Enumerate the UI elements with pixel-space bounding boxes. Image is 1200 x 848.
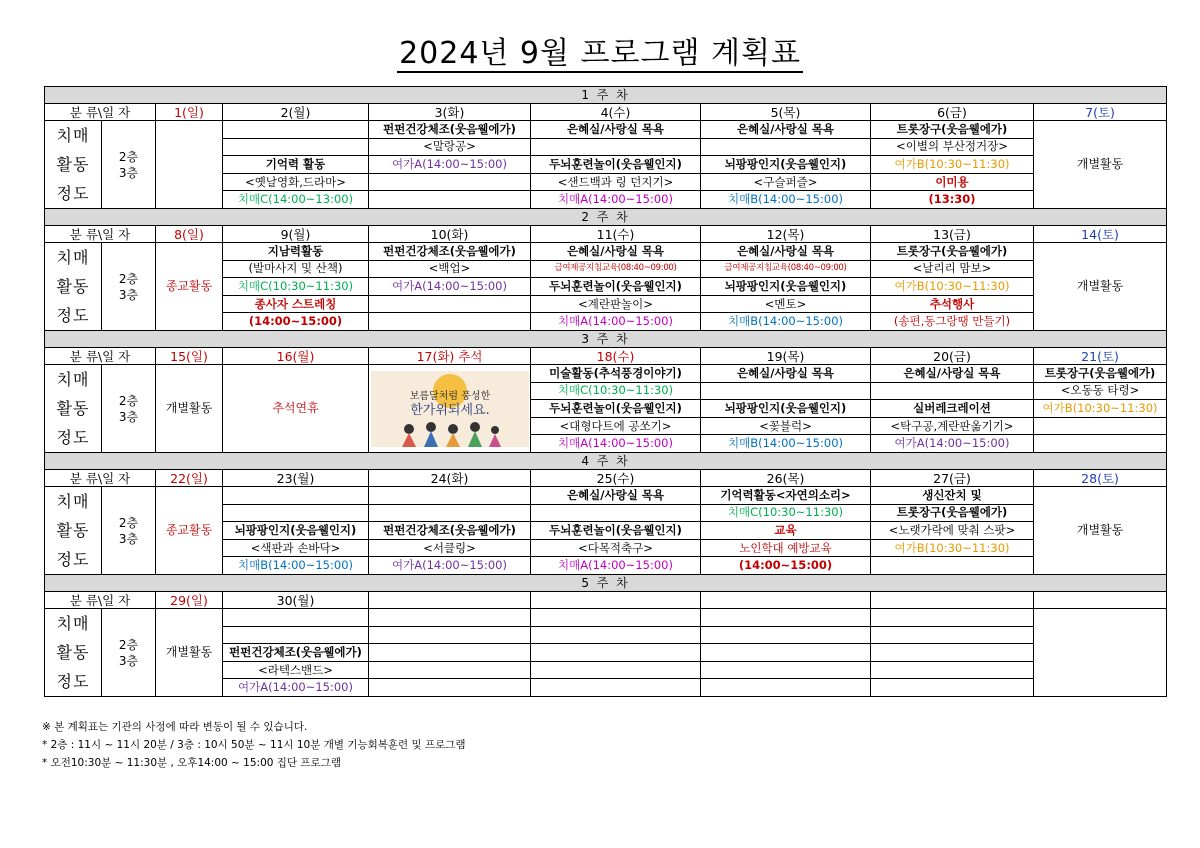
greeting-line-1: 보름달처럼 풍성한 [409,390,491,402]
schedule-cell: 치매B(14:00~15:00) [701,313,871,331]
day-fri: 20(금) [871,348,1034,365]
date-header-row [45,348,1167,365]
schedule-cell: 여가A(14:00~15:00) [369,156,531,174]
category-label: 치매 활동 정도 [45,365,102,453]
category-header: 분 류\일 자 [45,226,156,243]
day-thu: 26(목) [701,470,871,487]
week-title: 1 주 차 [45,87,1167,104]
schedule-cell: <이별의 부산정거장> [871,138,1034,156]
schedule-cell: (발마사지 및 산책) [223,260,369,278]
schedule-cell: <서클링> [369,539,531,557]
day-empty [1034,592,1167,609]
schedule-cell [701,609,871,627]
schedule-cell: 치매A(14:00~15:00) [531,313,701,331]
day-thu: 5(목) [701,104,871,121]
schedule-cell: <계란판놀이> [531,295,701,313]
day-sun: 29(일) [156,592,223,609]
schedule-cell: 트롯장구(웃음웰에가) [1034,365,1167,383]
category-header: 분 류\일 자 [45,470,156,487]
sunday-activity: 개별활동 [156,365,223,453]
schedule-cell: 실버레크레이션 [871,400,1034,418]
schedule-cell: 트롯장구(웃음웰에가) [871,504,1034,522]
schedule-cell: 뇌팡팡인지(웃음웰인지) [701,400,871,418]
footnotes [42,718,466,772]
week-header-row [45,453,1167,470]
footnote: ※ 본 계획표는 기관의 사정에 따라 변동이 될 수 있습니다. [42,721,308,733]
schedule-cell: <다목적축구> [531,539,701,557]
schedule-cell: 뇌팡팡인지(웃음웰인지) [223,522,369,540]
schedule-cell: 뇌팡팡인지(웃음웰인지) [701,156,871,174]
schedule-cell: 치매A(14:00~15:00) [531,191,701,209]
category-header: 분 류\일 자 [45,348,156,365]
schedule-cell: 펀펀건강체조(웃음웰에가) [369,243,531,261]
sunday-activity: 개별활동 [156,609,223,697]
saturday-cell [1034,609,1167,697]
schedule-cell [223,138,369,156]
schedule-cell: 펀펀건강체조(웃음웰에가) [369,522,531,540]
schedule-cell: <옛날영화,드라마> [223,173,369,191]
schedule-cell: 여가A(14:00~15:00) [871,435,1034,453]
schedule-cell [1034,417,1167,435]
schedule-cell: <라텍스밴드> [223,661,369,679]
schedule-cell [701,679,871,697]
schedule-cell: 생신잔치 및 [871,487,1034,505]
schedule-cell: 기억력활동<자연의소리> [701,487,871,505]
schedule-cell [531,626,701,644]
schedule-cell [871,644,1034,662]
schedule-cell: 노인학대 예방교육 [701,539,871,557]
schedule-cell: <멘토> [701,295,871,313]
schedule-cell: 은혜실/사랑실 목욕 [531,243,701,261]
schedule-cell: 뇌팡팡인지(웃음웰인지) [701,278,871,296]
schedule-cell: <날리리 맘보> [871,260,1034,278]
schedule-cell [223,504,369,522]
schedule-cell: 펀펀건강체조(웃음웰에가) [369,121,531,139]
schedule-cell: 두뇌훈련놀이(웃음웰인지) [531,400,701,418]
schedule-cell [1034,435,1167,453]
schedule-cell: 여가A(14:00~15:00) [369,557,531,575]
schedule-cell [369,487,531,505]
day-tue: 10(화) [369,226,531,243]
schedule-cell [369,609,531,627]
date-header-row [45,592,1167,609]
day-thu: 12(목) [701,226,871,243]
schedule-cell: <탁구공,계란판옮기기> [871,417,1034,435]
schedule-cell: 급여제공지침교육(08:40~09:00) [531,260,701,278]
schedule-cell [871,609,1034,627]
chuseok-greeting-image [369,365,531,453]
week-title: 4 주 차 [45,453,1167,470]
day-sun: 8(일) [156,226,223,243]
schedule-cell [871,679,1034,697]
schedule-cell: 종사자 스트레칭 [223,295,369,313]
floor-label: 2층 3층 [102,487,156,575]
week-header-row [45,87,1167,104]
schedule-cell [531,661,701,679]
schedule-cell [701,138,871,156]
category-label: 치매 활동 정도 [45,609,102,697]
schedule-cell: 여가B(10:30~11:30) [871,156,1034,174]
schedule-cell: (13:30) [871,191,1034,209]
week-title: 2 주 차 [45,209,1167,226]
day-sat: 7(토) [1034,104,1167,121]
date-header-row [45,226,1167,243]
day-wed: 4(수) [531,104,701,121]
schedule-cell: 은혜실/사랑실 목욕 [701,243,871,261]
day-mon: 23(월) [223,470,369,487]
schedule-cell: 교육 [701,522,871,540]
schedule-cell [531,138,701,156]
schedule-cell: 치매A(14:00~15:00) [531,557,701,575]
schedule-cell: 여가A(14:00~15:00) [369,278,531,296]
schedule-cell [871,661,1034,679]
day-wed: 11(수) [531,226,701,243]
schedule-cell: 은혜실/사랑실 목욕 [701,365,871,383]
schedule-cell: <말랑공> [369,138,531,156]
schedule-cell [223,609,369,627]
schedule-cell: 치매A(14:00~15:00) [531,435,701,453]
schedule-cell: 이미용 [871,173,1034,191]
schedule-cell: <오동동 타령> [1034,382,1167,400]
schedule-cell: <백업> [369,260,531,278]
schedule-cell [369,295,531,313]
schedule-cell [531,644,701,662]
schedule-cell: <꽃블럭> [701,417,871,435]
category-label: 치매 활동 정도 [45,487,102,575]
day-sun: 1(일) [156,104,223,121]
floor-label: 2층 3층 [102,365,156,453]
date-header-row [45,470,1167,487]
category-label: 치매 활동 정도 [45,121,102,209]
footnote: * 2층 : 11시 ~ 11시 20분 / 3층 : 10시 50분 ~ 11시 10분 개별 기능회복훈련 및 프로그램 [42,739,466,751]
category-label: 치매 활동 정도 [45,243,102,331]
schedule-cell: 추석행사 [871,295,1034,313]
schedule-cell: <샌드백과 링 던지기> [531,173,701,191]
schedule-cell: 기억력 활동 [223,156,369,174]
week-header-row [45,209,1167,226]
sunday-cell [156,121,223,209]
schedule-cell: 은혜실/사랑실 목욕 [871,365,1034,383]
schedule-cell: 지남력활동 [223,243,369,261]
category-header: 분 류\일 자 [45,592,156,609]
schedule-cell: (14:00~15:00) [223,313,369,331]
schedule-cell: 치매C(10:30~11:30) [531,382,701,400]
schedule-cell [531,609,701,627]
schedule-cell: 치매C(10:30~11:30) [223,278,369,296]
day-fri: 27(금) [871,470,1034,487]
day-sun: 15(일) [156,348,223,365]
schedule-cell: 두뇌훈련놀이(웃음웰인지) [531,522,701,540]
schedule-cell [369,504,531,522]
day-fri: 13(금) [871,226,1034,243]
day-thu: 19(목) [701,348,871,365]
saturday-activity: 개별활동 [1034,487,1167,575]
schedule-cell [369,661,531,679]
schedule-cell: (14:00~15:00) [701,557,871,575]
sunday-activity: 종교활동 [156,487,223,575]
day-wed: 18(수) [531,348,701,365]
schedule-cell [531,679,701,697]
schedule-cell [223,626,369,644]
schedule-cell [369,313,531,331]
day-sun: 22(일) [156,470,223,487]
page-title: 2024년 9월 프로그램 계획표 [399,36,801,71]
holiday-cell: 추석연휴 [223,365,369,453]
schedule-cell [701,382,871,400]
date-header-row [45,104,1167,121]
schedule-cell: (송편,동그랑땡 만들기) [871,313,1034,331]
category-header: 분 류\일 자 [45,104,156,121]
schedule-cell: <노랫가락에 맞춰 스팟> [871,522,1034,540]
day-empty [369,592,531,609]
floor-label: 2층 3층 [102,243,156,331]
day-fri: 6(금) [871,104,1034,121]
schedule-cell: 치매B(14:00~15:00) [223,557,369,575]
day-wed: 25(수) [531,470,701,487]
schedule-cell: <대형다트에 공쏘기> [531,417,701,435]
schedule-cell [223,121,369,139]
day-empty [871,592,1034,609]
schedule-cell [369,191,531,209]
schedule-cell [701,626,871,644]
day-sat: 21(토) [1034,348,1167,365]
schedule-cell: 여가B(10:30~11:30) [1034,400,1167,418]
schedule-cell [369,644,531,662]
schedule-cell: 치매B(14:00~15:00) [701,191,871,209]
schedule-cell: 여가A(14:00~15:00) [223,679,369,697]
schedule-cell [871,626,1034,644]
schedule-cell: <색판과 손바닥> [223,539,369,557]
footnote: * 오전10:30분 ~ 11:30분 , 오후14:00 ~ 15:00 집단 프로그램 [42,757,341,769]
day-empty [531,592,701,609]
schedule-cell: 두뇌훈련놀이(웃음웰인지) [531,278,701,296]
schedule-cell [369,679,531,697]
schedule-cell: 여가B(10:30~11:30) [871,539,1034,557]
day-sat: 14(토) [1034,226,1167,243]
schedule-cell [223,487,369,505]
schedule-cell: 펀펀건강체조(웃음웰에가) [223,644,369,662]
day-tue: 3(화) [369,104,531,121]
schedule-cell [369,173,531,191]
floor-label: 2층 3층 [102,121,156,209]
day-mon: 2(월) [223,104,369,121]
day-mon: 9(월) [223,226,369,243]
schedule-cell: 은혜실/사랑실 목욕 [701,121,871,139]
schedule-cell: 치매C(10:30~11:30) [701,504,871,522]
day-sat: 28(토) [1034,470,1167,487]
schedule-cell [531,504,701,522]
day-mon: 16(월) [223,348,369,365]
schedule-cell [701,644,871,662]
schedule-cell [701,661,871,679]
schedule-cell: 치매C(14:00~13:00) [223,191,369,209]
day-tue: 17(화) 추석 [369,348,531,365]
day-tue: 24(화) [369,470,531,487]
schedule-cell: 두뇌훈련놀이(웃음웰인지) [531,156,701,174]
schedule-cell [871,382,1034,400]
day-empty [701,592,871,609]
schedule-cell [369,626,531,644]
week-header-row [45,331,1167,348]
week-title: 5 주 차 [45,575,1167,592]
schedule-cell: 트롯장구(웃음웰에가) [871,243,1034,261]
schedule-cell: <구슬퍼즐> [701,173,871,191]
saturday-activity: 개별활동 [1034,243,1167,331]
sunday-activity: 종교활동 [156,243,223,331]
schedule-cell: 은혜실/사랑실 목욕 [531,487,701,505]
week-header-row [45,575,1167,592]
schedule-cell: 여가B(10:30~11:30) [871,278,1034,296]
schedule-cell [871,557,1034,575]
schedule-table [44,86,1166,697]
day-mon: 30(월) [223,592,369,609]
week-title: 3 주 차 [45,331,1167,348]
schedule-cell: 은혜실/사랑실 목욕 [531,121,701,139]
greeting-line-2: 한가위되세요. [410,402,490,418]
schedule-cell: 미술활동(추석풍경이야기) [531,365,701,383]
schedule-cell: 트롯장구(웃음웰에가) [871,121,1034,139]
schedule-cell: 급여제공지침교육(08:40~09:00) [701,260,871,278]
saturday-activity: 개별활동 [1034,121,1167,209]
schedule-cell: 치매B(14:00~15:00) [701,435,871,453]
floor-label: 2층 3층 [102,609,156,697]
